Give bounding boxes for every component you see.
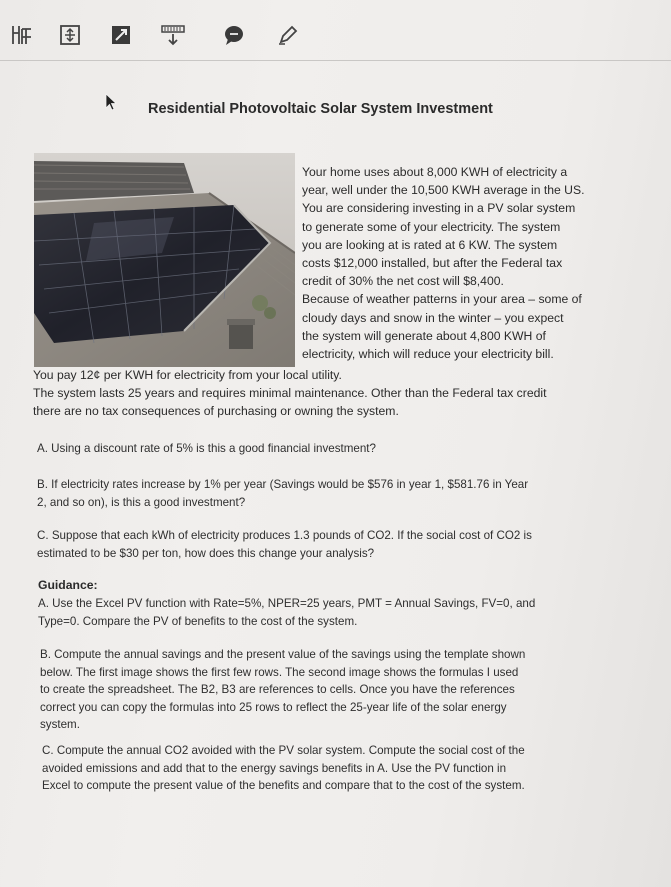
- question-b-line: 2, and so on), is this a good investment?: [37, 495, 246, 509]
- guidance-b-line: correct you can copy the formulas into 25 rows to reflect the 25-year life of the solar energy: [40, 700, 507, 714]
- question-a: A. Using a discount rate of 5% is this a good financial investment?: [37, 442, 376, 455]
- intro-line: credit of 30% the net cost will $8,400.: [302, 274, 504, 289]
- intro-line: Because of weather patterns in your area – some of: [302, 292, 582, 307]
- question-c-line: C. Suppose that each kWh of electricity produces 1.3 pounds of CO2. If the social cost of CO2 is: [37, 529, 532, 542]
- download-icon[interactable]: [160, 23, 186, 47]
- intro-line: you are looking at is rated at 6 KW. The system: [302, 237, 558, 252]
- guidance-c-line: avoided emissions and add that to the energy savings benefits in A. Use the PV function in: [42, 761, 507, 775]
- body-paragraph: [33, 366, 623, 420]
- guidance-c-line: Excel to compute the present value of the benefits and compare that to the cost of the system.: [42, 779, 525, 793]
- question-c: [37, 527, 597, 562]
- intro-line: You are considering investing in a PV solar system: [302, 201, 576, 216]
- guidance-a: [38, 595, 598, 630]
- guidance-b-line: to create the spreadsheet. The B2, B3 are references to cells. Once you have the references: [40, 683, 515, 697]
- guidance-a-line: A. Use the Excel PV function with Rate=5%, NPER=25 years, PMT = Annual Savings, FV=0, and: [38, 597, 536, 610]
- pen-icon[interactable]: [276, 23, 300, 47]
- guidance-b-line: system.: [40, 718, 80, 732]
- question-b-line: B. If electricity rates increase by 1% per year (Savings would be $576 in year 1, $581.76 in Year: [37, 478, 529, 491]
- document-title: Residential Photovoltaic Solar System Investment: [148, 101, 493, 117]
- intro-line: Your home uses about 8,000 KWH of electricity a: [302, 165, 568, 179]
- layout-icon[interactable]: [10, 23, 34, 47]
- fit-page-icon[interactable]: [58, 23, 82, 47]
- body-line: The system lasts 25 years and requires minimal maintenance. Other than the Federal tax credit: [33, 386, 547, 400]
- question-b: [37, 476, 597, 511]
- intro-line: cloudy days and snow in the winter – you expect: [302, 310, 564, 325]
- guidance-c-line: C. Compute the annual CO2 avoided with the PV solar system. Compute the social cost of the: [42, 744, 525, 757]
- solar-panel-photo: [34, 153, 295, 367]
- intro-line: costs $12,000 installed, but after the Federal tax: [302, 256, 563, 271]
- comment-icon[interactable]: [222, 23, 246, 47]
- expand-icon[interactable]: [109, 23, 133, 47]
- intro-line: electricity, which will reduce your electricity bill.: [302, 347, 554, 362]
- body-line: there are no tax consequences of purchasing or owning the system.: [33, 404, 399, 418]
- intro-paragraph: [302, 163, 632, 363]
- question-c-line: estimated to be $30 per ton, how does this change your analysis?: [37, 546, 375, 560]
- mouse-cursor-icon: [105, 93, 119, 116]
- intro-line: the system will generate about 4,800 KWH of: [302, 328, 546, 343]
- viewer-toolbar: [0, 10, 671, 61]
- guidance-c: [42, 742, 602, 795]
- guidance-b-line: B. Compute the annual savings and the present value of the savings using the template shown: [40, 648, 526, 661]
- guidance-b-line: below. The first image shows the first few rows. The second image shows the formulas I used: [40, 665, 519, 679]
- guidance-heading: Guidance:: [38, 578, 98, 592]
- body-line: You pay 12¢ per KWH for electricity from your local utility.: [33, 368, 342, 382]
- guidance-a-line: Type=0. Compare the PV of benefits to the cost of the system.: [38, 614, 358, 628]
- guidance-b: [40, 646, 600, 734]
- intro-line: to generate some of your electricity. The system: [302, 219, 561, 234]
- intro-line: year, well under the 10,500 KWH average in the US.: [302, 183, 585, 198]
